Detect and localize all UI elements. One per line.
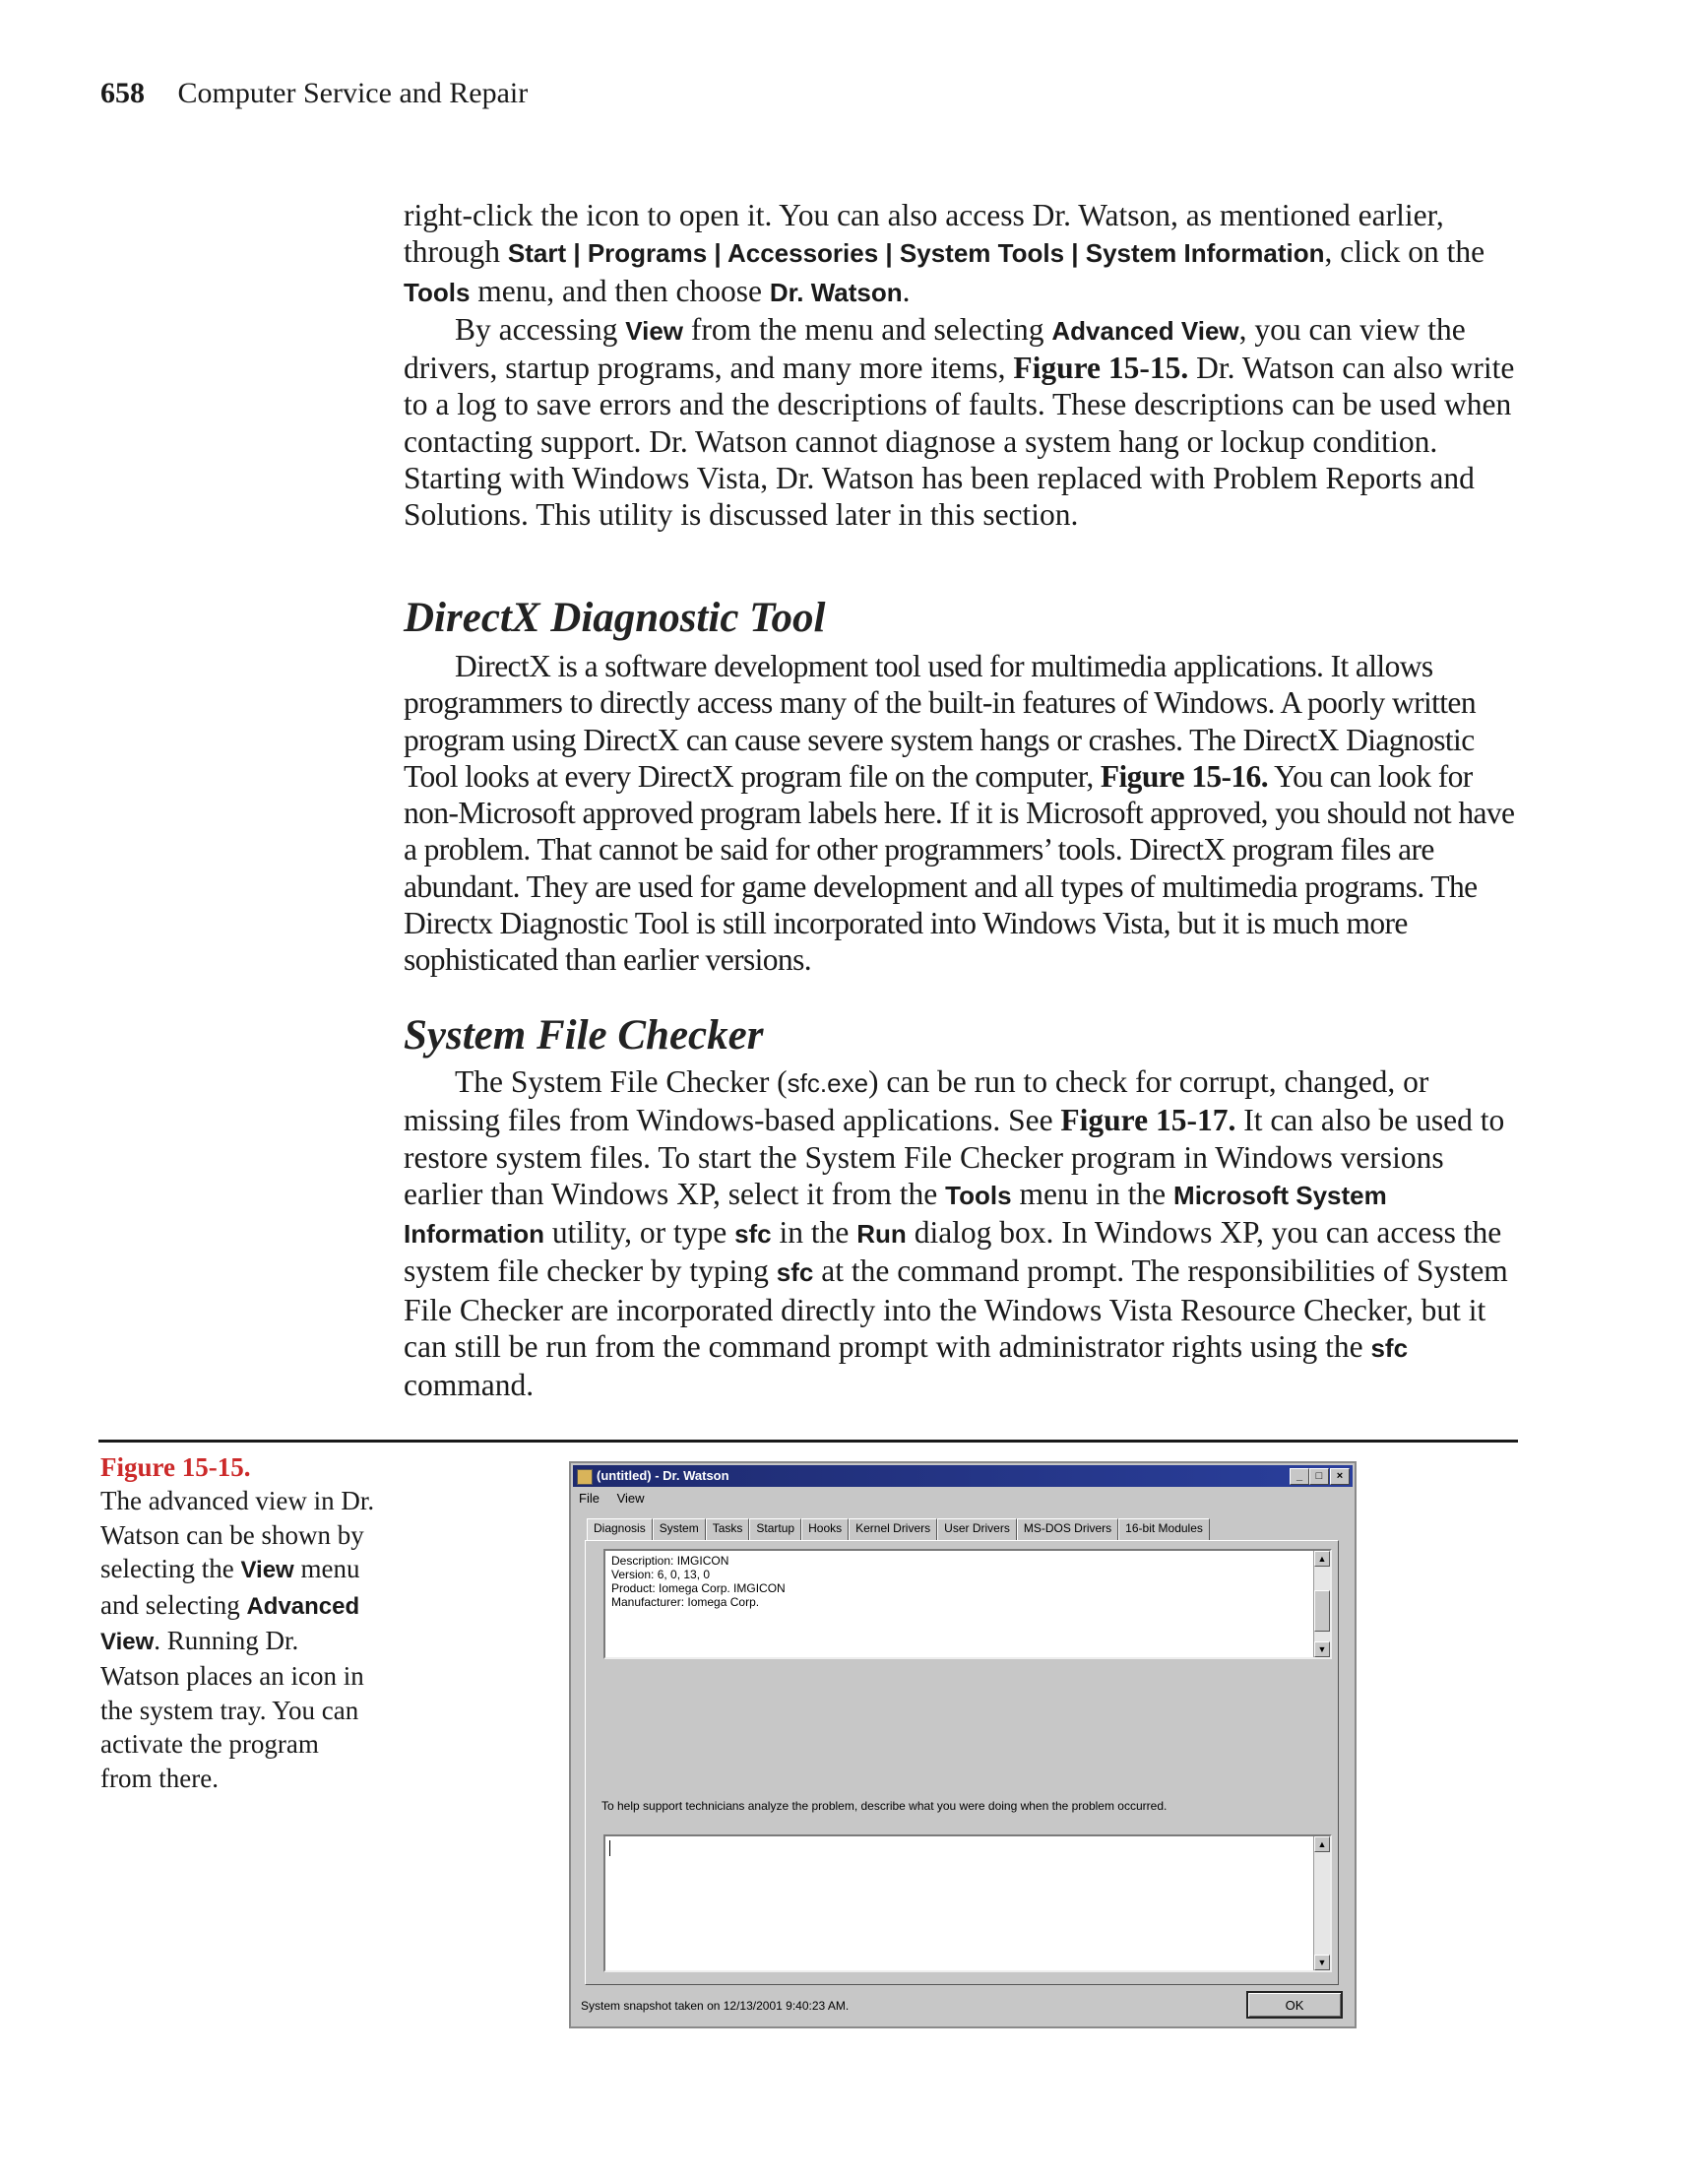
figure-caption-title: Figure 15-15. [100,1452,251,1482]
paragraph-advanced-view: By accessing View from the menu and selecting Advanced View, you can view the drivers, startup programs, and many more items, Figure 15-15. Dr. Watson can also write to a log to save errors and the descriptions of faults. These descriptions can be used when contacting support. Dr. Watson cannot diagnose a system hang or lockup condition. Starting with Windows Vista, Dr. Watson has been replaced with Problem Reports and Solutions. This utility is discussed later in this section. [404,311,1515,533]
maximize-button[interactable]: □ [1309,1468,1329,1485]
ok-button[interactable]: OK [1246,1991,1343,2019]
info-scrollbar[interactable] [1313,1551,1330,1657]
section-heading-sfc: System File Checker [404,1012,764,1059]
tab-strip [587,1518,1335,1540]
section-heading-directx: DirectX Diagnostic Tool [404,595,826,641]
menu-bar [579,1491,659,1509]
description-scrollbar[interactable] [1313,1836,1330,1970]
snapshot-status: System snapshot taken on 12/13/2001 9:40:23 AM. [581,1999,850,2013]
directx-text-block [404,648,1526,979]
tab-user-drivers[interactable]: User Drivers [937,1518,1017,1540]
text-cursor [609,1840,610,1856]
figure-caption: Figure 15-15. The advanced view in Dr. Watson can be shown by selecting the View menu and selecting Advanced View. Running Dr. Watson places an icon in the system tray. You can activate the program from there. [100,1452,375,1793]
intro-text-block [404,197,1526,534]
sfc-text-block [404,1063,1526,1404]
dr-watson-window [569,1461,1357,2028]
window-title: (untitled) - Dr. Watson [597,1468,729,1483]
menu-view[interactable]: View [616,1491,645,1506]
minimize-button[interactable]: _ [1290,1468,1309,1485]
diagnosis-info-list[interactable] [603,1549,1332,1659]
problem-description-textarea[interactable] [603,1834,1332,1972]
scroll-down-icon[interactable]: ▼ [1314,1641,1330,1657]
menu-file[interactable]: File [579,1491,600,1506]
tab-hooks[interactable]: Hooks [801,1518,849,1540]
info-line: Product: Iomega Corp. IMGICON [611,1581,786,1595]
figure-divider [98,1440,1518,1443]
tab-msdos-drivers[interactable]: MS-DOS Drivers [1017,1518,1118,1540]
scroll-down-icon[interactable]: ▼ [1314,1955,1330,1970]
scroll-up-icon[interactable]: ▲ [1314,1836,1330,1852]
running-title: Computer Service and Repair [177,77,529,109]
tab-diagnosis[interactable]: Diagnosis [587,1518,653,1540]
diagnosis-panel [585,1540,1339,1985]
tab-tasks[interactable]: Tasks [706,1518,750,1540]
info-line: Version: 6, 0, 13, 0 [611,1568,711,1581]
tab-kernel-drivers[interactable]: Kernel Drivers [849,1518,937,1540]
tab-16bit-modules[interactable]: 16-bit Modules [1118,1518,1210,1540]
app-icon [577,1469,593,1485]
tab-startup[interactable]: Startup [749,1518,801,1540]
scroll-up-icon[interactable]: ▲ [1314,1551,1330,1567]
tab-system[interactable]: System [653,1518,706,1540]
window-titlebar[interactable] [573,1465,1353,1487]
help-instruction-text: To help support technicians analyze the problem, describe what you were doing when the problem occurred. [601,1799,1168,1813]
scroll-thumb[interactable] [1314,1590,1330,1632]
info-line: Manufacturer: Iomega Corp. [611,1595,760,1609]
paragraph-sfc: The System File Checker (sfc.exe) can be run to check for corrupt, changed, or missing files from Windows-based applications. See Figure 15-17. It can also be used to restore system files. To start the System File Checker program in Windows versions earlier than Windows XP, select it from the Tools menu in the Microsoft System Information utility, or type sfc in the Run dialog box. In Windows XP, you can access the system file checker by typing sfc at the command prompt. The responsibilities of System File Checker are incorporated directly into the Windows Vista Resource Checker, but it can still be run from the command prompt with administrator rights using the sfc command. [404,1064,1508,1403]
page-header [100,77,528,110]
page-number: 658 [100,77,145,109]
paragraph-dr-watson-access: right-click the icon to open it. You can also access Dr. Watson, as mentioned earlier, through Start | Programs | Accessories | System Tools | System Information, click on the Tools menu, and then choose Dr. Watson. [404,198,1485,308]
close-button[interactable]: × [1330,1468,1350,1485]
info-line: Description: IMGICON [611,1554,729,1568]
paragraph-directx: DirectX is a software development tool used for multimedia applications. It allows programmers to directly access many of the built-in features of Windows. A poorly written program using DirectX can cause severe system hangs or crashes. The DirectX Diagnostic Tool looks at every DirectX program file on the computer, Figure 15-16. You can look for non-Microsoft approved program labels here. If it is Microsoft approved, you should not have a problem. That cannot be said for other programmers’ tools. DirectX program files are abundant. They are used for game development and all types of multimedia programs. The Directx Diagnostic Tool is still incorporated into Windows Vista, but it is much more sophisticated than earlier versions. [404,649,1515,978]
